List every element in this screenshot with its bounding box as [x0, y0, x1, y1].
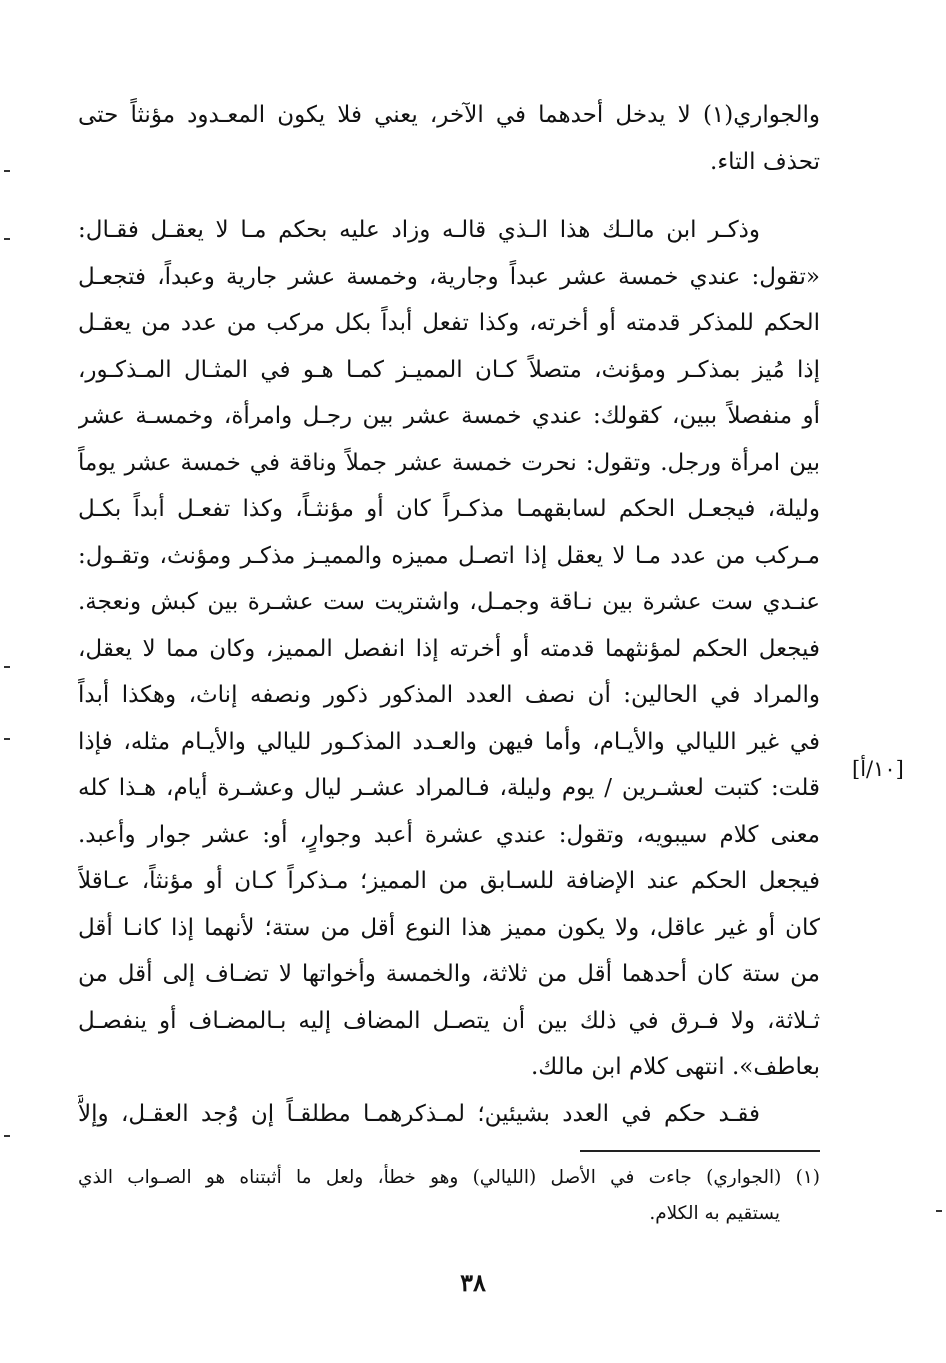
- text-line: مـركب من عدد مـا لا يعقل إذا اتصـل مميزه والمميـز مذكـر ومؤنث، وتقـول:: [78, 542, 820, 569]
- text-line: في غير الليالي والأيـام، وأما فيهن والعـدد المذكـور لليالي والأيـام مثله، فإذا: [78, 728, 820, 755]
- text-line: وليلة، فيجعـل الحكم لسابقهمـا مذكـراً كان أو مؤنثـاً، وكذا تفعـل أبداً بكـل: [78, 496, 820, 522]
- text-line: معنى كلام سيبويه، وتقول: عندي عشرة أعبد وجوارٍ، أو: عشر جوار وأعبد.: [78, 821, 820, 848]
- text-line: قلت: كتبت لعشـرين / يوم وليلة، فـالمراد عشـر ليال وعشـرة أيام، هـذا كله: [78, 775, 820, 801]
- text-line: بين امرأة ورجل. وتقول: نحرت خمسة عشر جملاً وناقة في خمسة عشر يوماً: [78, 449, 820, 476]
- text-line: فيجعل الحكم عند الإضافة للسـابق من المميز؛ مـذكراً كـان أو مؤنثاً، عـاقلاً: [78, 868, 820, 894]
- scan-mark: [4, 238, 10, 240]
- text-line: الحكم للمذكر قدمته أو أخرته، وكذا تفعل أبداً بكل مركب من عدد من يعقـل: [78, 310, 820, 336]
- scan-mark: [4, 738, 10, 740]
- scan-mark: [4, 170, 10, 172]
- text-line: والمراد في الحالين: أن نصف العدد المذكور ذكور ونصفه إناث، وهكذا أبداً: [78, 682, 820, 708]
- main-text: [78, 92, 820, 1137]
- text-line: والجواري(١) لا يدخل أحدهما في الآخر، يعني فلا يكون المعـدود مؤنثاً حتى: [78, 102, 820, 128]
- text-line: ثـلاثة، ولا فـرق في ذلك بين أن يتصـل المضاف إليه بـالمضـاف أو ينفصـل: [78, 1007, 820, 1034]
- text-line: تحذف التاء.: [710, 148, 820, 175]
- page-number: ٣٨: [460, 1268, 486, 1297]
- footnote-separator: [580, 1150, 820, 1152]
- paragraph-3: [78, 1091, 820, 1138]
- text-line: فقـد حكم في العدد بشيئين؛ لمـذكرهمـا مطلقـاً إن وُجد العقـل، وإلاَّ: [78, 1100, 760, 1127]
- scan-mark: [936, 1210, 942, 1212]
- text-line: كان أو غير عاقل، ولا يكون مميز هذا النوع أقل من ستة؛ لأنهما إذا كانـا أقل: [78, 914, 820, 941]
- text-line: عنـدي ست عشرة بين نـاقة وجمـل، واشتريت ست عشـرة بين كبش ونعجة.: [78, 589, 820, 615]
- text-line: وذكـر ابن مالـك هذا الـذي قالـه وزاد عليه بحكم مـا لا يعقـل فقـال:: [78, 217, 760, 243]
- manuscript-folio-marker: [١٠/أ]: [852, 757, 904, 781]
- footnote-line: يستقيم به الكلام.: [649, 1203, 780, 1224]
- text-line: فيجعل الحكم لمؤنثهما قدمته أو أخرته إذا انفصل المميز، وكان مما لا يعقل،: [78, 635, 820, 662]
- scan-mark: [4, 1135, 10, 1137]
- text-line: بعاطف». انتهى كلام ابن مالك.: [531, 1054, 820, 1080]
- scan-mark: [4, 666, 10, 668]
- text-line: أو منفصلاً ببين، كقولك: عندي خمسة عشر بين رجـل وامرأة، وخمسـة عشر: [78, 403, 820, 429]
- text-line: إذا مُيز بمذكـر ومؤنث، متصلاً كـان المميـز كمـا هـو في المثـال المـذكـور،: [78, 356, 820, 383]
- footnote-line: (١) (الجواري) جاءت في الأصل (الليالي) وهو خطأ، ولعل ما أثبتناه هو الصـواب الذي: [78, 1167, 820, 1188]
- paragraph-1: [78, 92, 820, 185]
- footnote: [78, 1160, 820, 1232]
- text-line: من ستة كان أحدهما أقل من ثلاثة، والخمسة وأخواتها لا تضـاف إلى أقل من: [78, 961, 820, 987]
- text-line: «تقول: عندي خمسة عشر عبداً وجارية، وخمسة عشر جارية وعبداً، فتجعـل: [78, 263, 820, 290]
- paragraph-2: [78, 207, 820, 1091]
